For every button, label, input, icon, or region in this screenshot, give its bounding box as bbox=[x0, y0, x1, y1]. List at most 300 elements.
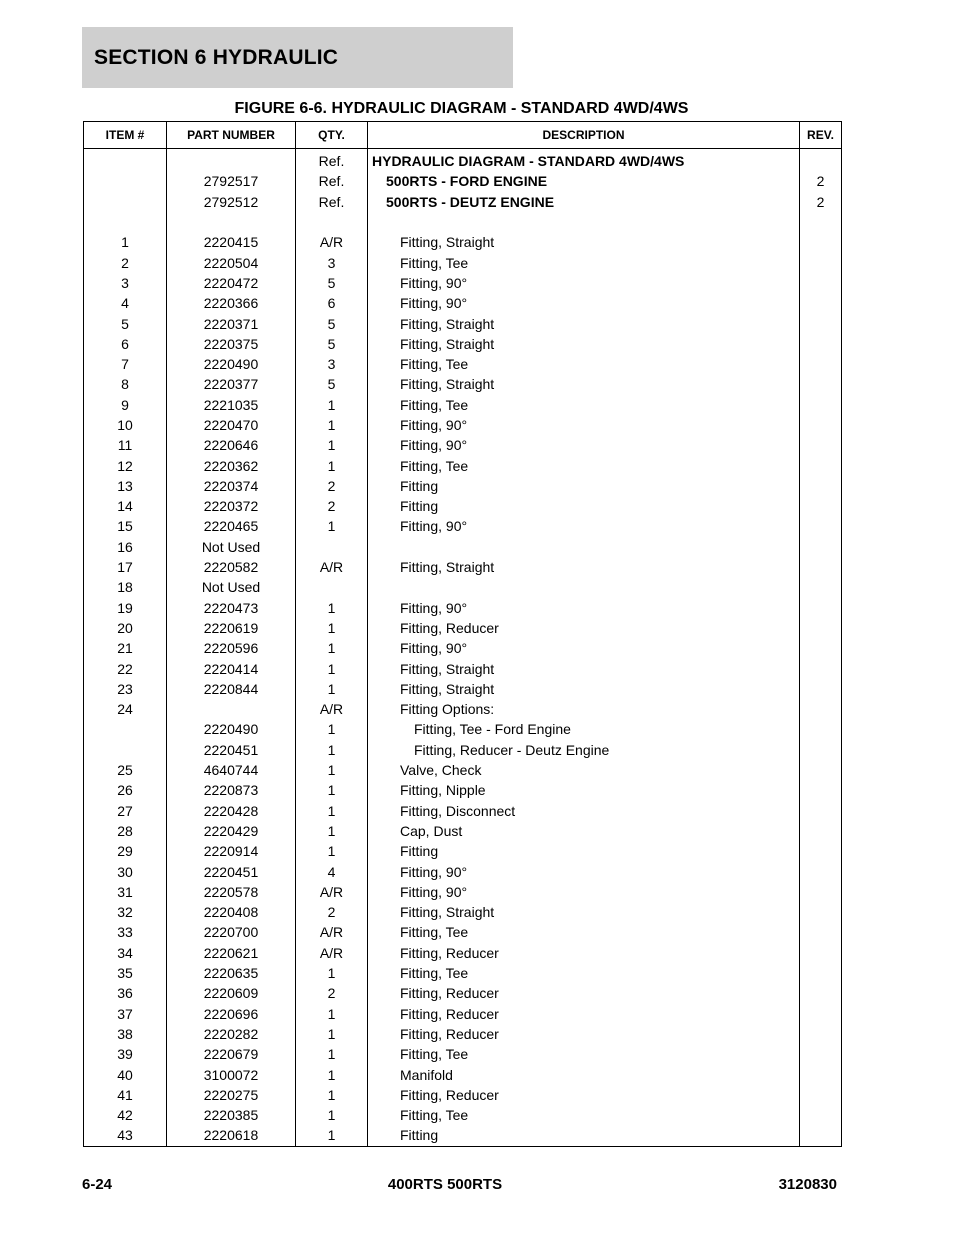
qty-cell bbox=[296, 577, 368, 597]
qty-cell: 1 bbox=[296, 719, 368, 739]
part-number-cell: 2220366 bbox=[167, 293, 296, 313]
table-row bbox=[84, 455, 842, 475]
qty-cell: 1 bbox=[296, 455, 368, 475]
qty-cell: 1 bbox=[296, 1024, 368, 1044]
table-row bbox=[84, 861, 842, 881]
rev-cell bbox=[800, 395, 842, 415]
qty-cell: A/R bbox=[296, 557, 368, 577]
qty-cell: 2 bbox=[296, 496, 368, 516]
table-row bbox=[84, 273, 842, 293]
item-cell: 10 bbox=[84, 415, 167, 435]
table-row bbox=[84, 1085, 842, 1105]
qty-cell: 1 bbox=[296, 618, 368, 638]
table-row bbox=[84, 618, 842, 638]
item-cell: 22 bbox=[84, 658, 167, 678]
description-cell: Fitting, Tee bbox=[368, 252, 800, 272]
rev-cell bbox=[800, 212, 842, 232]
part-number-cell: 2220596 bbox=[167, 638, 296, 658]
part-number-cell: 2220282 bbox=[167, 1024, 296, 1044]
part-number-cell: 2220428 bbox=[167, 801, 296, 821]
qty-cell: A/R bbox=[296, 922, 368, 942]
part-number-cell: 2220472 bbox=[167, 273, 296, 293]
rev-cell bbox=[800, 1003, 842, 1023]
header-item: ITEM # bbox=[84, 122, 167, 149]
qty-cell bbox=[296, 537, 368, 557]
qty-cell: Ref. bbox=[296, 149, 368, 172]
rev-cell bbox=[800, 537, 842, 557]
qty-cell: 6 bbox=[296, 293, 368, 313]
part-number-cell: Not Used bbox=[167, 577, 296, 597]
item-cell: 33 bbox=[84, 922, 167, 942]
item-cell: 37 bbox=[84, 1003, 167, 1023]
description-cell: Fitting, Nipple bbox=[368, 780, 800, 800]
part-number-cell: 2220362 bbox=[167, 455, 296, 475]
part-number-cell: 2220490 bbox=[167, 354, 296, 374]
part-number-cell: 2220696 bbox=[167, 1003, 296, 1023]
table-row bbox=[84, 577, 842, 597]
description-cell: Fitting, 90° bbox=[368, 598, 800, 618]
qty-cell: 1 bbox=[296, 801, 368, 821]
footer-page-number: 6-24 bbox=[82, 1176, 113, 1193]
table-row bbox=[84, 149, 842, 172]
rev-cell bbox=[800, 476, 842, 496]
table-row bbox=[84, 496, 842, 516]
item-cell: 29 bbox=[84, 841, 167, 861]
rev-cell bbox=[800, 557, 842, 577]
part-number-cell: 2220873 bbox=[167, 780, 296, 800]
table-row bbox=[84, 415, 842, 435]
rev-cell bbox=[800, 983, 842, 1003]
part-number-cell: 2220408 bbox=[167, 902, 296, 922]
item-cell: 39 bbox=[84, 1044, 167, 1064]
item-cell: 32 bbox=[84, 902, 167, 922]
qty-cell: 1 bbox=[296, 821, 368, 841]
description-cell: Fitting, Straight bbox=[368, 902, 800, 922]
description-cell: Fitting, Reducer bbox=[368, 1003, 800, 1023]
description-cell: Fitting, Reducer - Deutz Engine bbox=[368, 740, 800, 760]
table-row bbox=[84, 821, 842, 841]
description-cell: Fitting bbox=[368, 1125, 800, 1146]
part-number-cell: 2220375 bbox=[167, 334, 296, 354]
table-row bbox=[84, 963, 842, 983]
part-number-cell: 2220275 bbox=[167, 1085, 296, 1105]
item-cell: 18 bbox=[84, 577, 167, 597]
item-cell: 23 bbox=[84, 679, 167, 699]
rev-cell bbox=[800, 861, 842, 881]
table-row bbox=[84, 334, 842, 354]
part-number-cell: 2220377 bbox=[167, 374, 296, 394]
description-cell: Fitting, Straight bbox=[368, 334, 800, 354]
qty-cell: 1 bbox=[296, 415, 368, 435]
qty-cell: 3 bbox=[296, 354, 368, 374]
table-row bbox=[84, 658, 842, 678]
part-number-cell: 2220470 bbox=[167, 415, 296, 435]
part-number-cell: 2792512 bbox=[167, 192, 296, 212]
qty-cell: 5 bbox=[296, 273, 368, 293]
qty-cell: 1 bbox=[296, 1044, 368, 1064]
table-row bbox=[84, 293, 842, 313]
qty-cell: 1 bbox=[296, 1064, 368, 1084]
qty-cell: 1 bbox=[296, 1085, 368, 1105]
item-cell: 28 bbox=[84, 821, 167, 841]
description-cell: 500RTS - DEUTZ ENGINE bbox=[368, 192, 800, 212]
rev-cell bbox=[800, 780, 842, 800]
part-number-cell: 2220700 bbox=[167, 922, 296, 942]
part-number-cell bbox=[167, 149, 296, 172]
figure-title: FIGURE 6-6. HYDRAULIC DIAGRAM - STANDARD 4WD/4WS bbox=[234, 100, 689, 117]
rev-cell bbox=[800, 699, 842, 719]
description-cell: Fitting, Straight bbox=[368, 313, 800, 333]
table-row bbox=[84, 476, 842, 496]
qty-cell: 1 bbox=[296, 1125, 368, 1146]
rev-cell bbox=[800, 821, 842, 841]
rev-cell bbox=[800, 354, 842, 374]
qty-cell: 5 bbox=[296, 313, 368, 333]
table-row bbox=[84, 780, 842, 800]
table-row bbox=[84, 699, 842, 719]
rev-cell bbox=[800, 963, 842, 983]
part-number-cell: 2220504 bbox=[167, 252, 296, 272]
rev-cell bbox=[800, 943, 842, 963]
footer-doc-number: 3120830 bbox=[778, 1176, 837, 1193]
rev-cell bbox=[800, 882, 842, 902]
qty-cell bbox=[296, 212, 368, 232]
table-row bbox=[84, 1105, 842, 1125]
header-description: DESCRIPTION bbox=[368, 122, 800, 149]
description-cell: Fitting, Disconnect bbox=[368, 801, 800, 821]
table-row bbox=[84, 537, 842, 557]
rev-cell bbox=[800, 1125, 842, 1146]
qty-cell: 1 bbox=[296, 1003, 368, 1023]
table-row bbox=[84, 212, 842, 232]
item-cell: 11 bbox=[84, 435, 167, 455]
item-cell: 19 bbox=[84, 598, 167, 618]
item-cell: 20 bbox=[84, 618, 167, 638]
item-cell bbox=[84, 740, 167, 760]
part-number-cell: 2220465 bbox=[167, 516, 296, 536]
part-number-cell: 2220635 bbox=[167, 963, 296, 983]
description-cell: Valve, Check bbox=[368, 760, 800, 780]
rev-cell bbox=[800, 455, 842, 475]
qty-cell: 2 bbox=[296, 983, 368, 1003]
item-cell: 38 bbox=[84, 1024, 167, 1044]
rev-cell bbox=[800, 232, 842, 252]
rev-cell bbox=[800, 1085, 842, 1105]
item-cell: 2 bbox=[84, 252, 167, 272]
table-row bbox=[84, 171, 842, 191]
qty-cell: A/R bbox=[296, 699, 368, 719]
rev-cell bbox=[800, 435, 842, 455]
description-cell: Fitting, Reducer bbox=[368, 618, 800, 638]
description-cell: Fitting, Tee bbox=[368, 922, 800, 942]
qty-cell: 1 bbox=[296, 658, 368, 678]
qty-cell: 1 bbox=[296, 740, 368, 760]
part-number-cell: 2792517 bbox=[167, 171, 296, 191]
item-cell: 36 bbox=[84, 983, 167, 1003]
qty-cell: 5 bbox=[296, 334, 368, 354]
item-cell bbox=[84, 212, 167, 232]
parts-table-body bbox=[84, 149, 842, 1147]
qty-cell: 1 bbox=[296, 679, 368, 699]
rev-cell bbox=[800, 1044, 842, 1064]
qty-cell: 4 bbox=[296, 861, 368, 881]
qty-cell: 2 bbox=[296, 476, 368, 496]
table-row bbox=[84, 598, 842, 618]
qty-cell: 1 bbox=[296, 598, 368, 618]
item-cell: 21 bbox=[84, 638, 167, 658]
table-row bbox=[84, 232, 842, 252]
table-row bbox=[84, 557, 842, 577]
table-row bbox=[84, 902, 842, 922]
rev-cell bbox=[800, 841, 842, 861]
description-cell: Fitting, Tee bbox=[368, 395, 800, 415]
rev-cell: 2 bbox=[800, 171, 842, 191]
rev-cell bbox=[800, 293, 842, 313]
part-number-cell: 2220473 bbox=[167, 598, 296, 618]
item-cell bbox=[84, 192, 167, 212]
part-number-cell: 2220490 bbox=[167, 719, 296, 739]
item-cell: 3 bbox=[84, 273, 167, 293]
item-cell: 34 bbox=[84, 943, 167, 963]
header-part-number: PART NUMBER bbox=[167, 122, 296, 149]
item-cell: 15 bbox=[84, 516, 167, 536]
part-number-cell: 2220609 bbox=[167, 983, 296, 1003]
item-cell: 12 bbox=[84, 455, 167, 475]
description-cell: Fitting bbox=[368, 496, 800, 516]
description-cell: Fitting, Straight bbox=[368, 658, 800, 678]
description-cell: Fitting, Tee - Ford Engine bbox=[368, 719, 800, 739]
item-cell: 14 bbox=[84, 496, 167, 516]
description-cell: Fitting, 90° bbox=[368, 415, 800, 435]
item-cell: 5 bbox=[84, 313, 167, 333]
description-cell: Fitting, Tee bbox=[368, 354, 800, 374]
table-row bbox=[84, 638, 842, 658]
item-cell: 30 bbox=[84, 861, 167, 881]
item-cell: 24 bbox=[84, 699, 167, 719]
part-number-cell bbox=[167, 699, 296, 719]
rev-cell bbox=[800, 679, 842, 699]
description-cell: Fitting, Straight bbox=[368, 232, 800, 252]
description-cell: Fitting Options: bbox=[368, 699, 800, 719]
table-row bbox=[84, 1044, 842, 1064]
qty-cell: 1 bbox=[296, 963, 368, 983]
rev-cell bbox=[800, 1064, 842, 1084]
item-cell: 9 bbox=[84, 395, 167, 415]
description-cell: Fitting, Straight bbox=[368, 557, 800, 577]
item-cell bbox=[84, 719, 167, 739]
rev-cell bbox=[800, 334, 842, 354]
part-number-cell: 2220618 bbox=[167, 1125, 296, 1146]
rev-cell bbox=[800, 577, 842, 597]
part-number-cell: 2220621 bbox=[167, 943, 296, 963]
rev-cell bbox=[800, 740, 842, 760]
rev-cell bbox=[800, 273, 842, 293]
rev-cell bbox=[800, 1024, 842, 1044]
rev-cell bbox=[800, 496, 842, 516]
table-header-row bbox=[84, 122, 842, 149]
item-cell: 25 bbox=[84, 760, 167, 780]
description-cell: Fitting, 90° bbox=[368, 273, 800, 293]
item-cell: 1 bbox=[84, 232, 167, 252]
qty-cell: 1 bbox=[296, 638, 368, 658]
table-row bbox=[84, 192, 842, 212]
footer-model: 400RTS 500RTS bbox=[387, 1176, 503, 1193]
table-row bbox=[84, 841, 842, 861]
item-cell: 7 bbox=[84, 354, 167, 374]
description-cell bbox=[368, 537, 800, 557]
table-row bbox=[84, 516, 842, 536]
qty-cell: Ref. bbox=[296, 171, 368, 191]
rev-cell bbox=[800, 658, 842, 678]
table-row bbox=[84, 1003, 842, 1023]
part-number-cell: 2220371 bbox=[167, 313, 296, 333]
part-number-cell: 2220451 bbox=[167, 861, 296, 881]
qty-cell: 1 bbox=[296, 780, 368, 800]
table-row bbox=[84, 882, 842, 902]
description-cell: Fitting, Reducer bbox=[368, 1024, 800, 1044]
section-title: SECTION 6 HYDRAULIC bbox=[94, 45, 339, 69]
rev-cell bbox=[800, 618, 842, 638]
rev-cell bbox=[800, 598, 842, 618]
item-cell: 40 bbox=[84, 1064, 167, 1084]
part-number-cell: 2220429 bbox=[167, 821, 296, 841]
rev-cell bbox=[800, 149, 842, 172]
description-cell: Fitting bbox=[368, 841, 800, 861]
parts-table bbox=[83, 121, 842, 1147]
item-cell: 41 bbox=[84, 1085, 167, 1105]
rev-cell bbox=[800, 415, 842, 435]
part-number-cell: 2220619 bbox=[167, 618, 296, 638]
description-cell: Fitting, Tee bbox=[368, 1105, 800, 1125]
item-cell: 26 bbox=[84, 780, 167, 800]
section-header bbox=[82, 27, 513, 88]
part-number-cell: 2220451 bbox=[167, 740, 296, 760]
qty-cell: A/R bbox=[296, 232, 368, 252]
description-cell: Fitting, Reducer bbox=[368, 983, 800, 1003]
qty-cell: 1 bbox=[296, 1105, 368, 1125]
part-number-cell: 2220414 bbox=[167, 658, 296, 678]
table-row bbox=[84, 395, 842, 415]
rev-cell bbox=[800, 801, 842, 821]
part-number-cell: 2221035 bbox=[167, 395, 296, 415]
item-cell: 6 bbox=[84, 334, 167, 354]
qty-cell: Ref. bbox=[296, 192, 368, 212]
item-cell: 27 bbox=[84, 801, 167, 821]
table-row bbox=[84, 719, 842, 739]
item-cell: 31 bbox=[84, 882, 167, 902]
table-row bbox=[84, 760, 842, 780]
description-cell: Fitting, Straight bbox=[368, 679, 800, 699]
table-row bbox=[84, 435, 842, 455]
description-cell: Fitting, 90° bbox=[368, 861, 800, 881]
item-cell: 43 bbox=[84, 1125, 167, 1146]
description-cell: Fitting, 90° bbox=[368, 293, 800, 313]
qty-cell: 5 bbox=[296, 374, 368, 394]
part-number-cell: 3100072 bbox=[167, 1064, 296, 1084]
item-cell: 17 bbox=[84, 557, 167, 577]
part-number-cell: 2220844 bbox=[167, 679, 296, 699]
rev-cell bbox=[800, 760, 842, 780]
qty-cell: A/R bbox=[296, 943, 368, 963]
table-row bbox=[84, 374, 842, 394]
table-row bbox=[84, 943, 842, 963]
description-cell: Fitting, Tee bbox=[368, 1044, 800, 1064]
part-number-cell: 2220679 bbox=[167, 1044, 296, 1064]
table-row bbox=[84, 1064, 842, 1084]
rev-cell bbox=[800, 638, 842, 658]
part-number-cell: 2220646 bbox=[167, 435, 296, 455]
description-cell: Fitting, 90° bbox=[368, 516, 800, 536]
qty-cell: A/R bbox=[296, 882, 368, 902]
item-cell: 42 bbox=[84, 1105, 167, 1125]
table-row bbox=[84, 922, 842, 942]
table-row bbox=[84, 1125, 842, 1146]
description-cell: Fitting bbox=[368, 476, 800, 496]
qty-cell: 1 bbox=[296, 760, 368, 780]
part-number-cell: Not Used bbox=[167, 537, 296, 557]
description-cell bbox=[368, 577, 800, 597]
qty-cell: 1 bbox=[296, 841, 368, 861]
item-cell: 16 bbox=[84, 537, 167, 557]
item-cell bbox=[84, 171, 167, 191]
description-cell: HYDRAULIC DIAGRAM - STANDARD 4WD/4WS bbox=[368, 149, 800, 172]
table-row bbox=[84, 679, 842, 699]
item-cell: 13 bbox=[84, 476, 167, 496]
rev-cell bbox=[800, 516, 842, 536]
part-number-cell: 4640744 bbox=[167, 760, 296, 780]
item-cell: 4 bbox=[84, 293, 167, 313]
rev-cell bbox=[800, 719, 842, 739]
description-cell: Fitting, 90° bbox=[368, 435, 800, 455]
table-row bbox=[84, 1024, 842, 1044]
qty-cell: 1 bbox=[296, 435, 368, 455]
part-number-cell: 2220914 bbox=[167, 841, 296, 861]
rev-cell bbox=[800, 252, 842, 272]
header-rev: REV. bbox=[800, 122, 842, 149]
description-cell: Cap, Dust bbox=[368, 821, 800, 841]
qty-cell: 1 bbox=[296, 395, 368, 415]
qty-cell: 3 bbox=[296, 252, 368, 272]
table-row bbox=[84, 740, 842, 760]
rev-cell bbox=[800, 374, 842, 394]
description-cell: Fitting, Reducer bbox=[368, 1085, 800, 1105]
description-cell: Fitting, Tee bbox=[368, 963, 800, 983]
rev-cell bbox=[800, 922, 842, 942]
item-cell bbox=[84, 149, 167, 172]
description-cell: 500RTS - FORD ENGINE bbox=[368, 171, 800, 191]
rev-cell bbox=[800, 902, 842, 922]
part-number-cell: 2220374 bbox=[167, 476, 296, 496]
item-cell: 35 bbox=[84, 963, 167, 983]
item-cell: 8 bbox=[84, 374, 167, 394]
description-cell: Fitting, 90° bbox=[368, 638, 800, 658]
table-row bbox=[84, 801, 842, 821]
part-number-cell: 2220385 bbox=[167, 1105, 296, 1125]
rev-cell bbox=[800, 1105, 842, 1125]
part-number-cell: 2220582 bbox=[167, 557, 296, 577]
part-number-cell: 2220415 bbox=[167, 232, 296, 252]
part-number-cell bbox=[167, 212, 296, 232]
table-row bbox=[84, 313, 842, 333]
qty-cell: 1 bbox=[296, 516, 368, 536]
rev-cell bbox=[800, 313, 842, 333]
rev-cell: 2 bbox=[800, 192, 842, 212]
description-cell: Fitting, Straight bbox=[368, 374, 800, 394]
part-number-cell: 2220578 bbox=[167, 882, 296, 902]
table-row bbox=[84, 252, 842, 272]
part-number-cell: 2220372 bbox=[167, 496, 296, 516]
description-cell: Manifold bbox=[368, 1064, 800, 1084]
